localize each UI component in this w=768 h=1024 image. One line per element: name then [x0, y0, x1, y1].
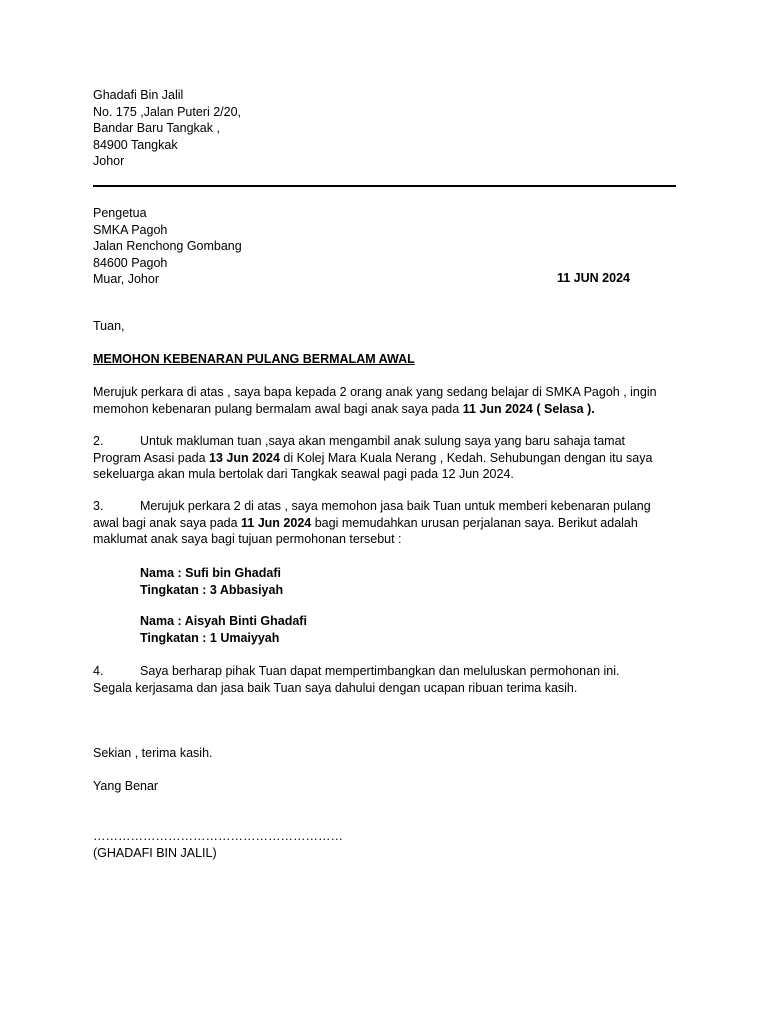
sender-address [93, 87, 241, 170]
paragraph-3 [93, 498, 651, 548]
letter-date: 11 JUN 2024 [557, 271, 630, 285]
paragraph-line: Segala kerjasama dan jasa baik Tuan saya dahului dengan ucapan ribuan terima kasih. [93, 680, 578, 695]
recipient-line: 84600 Pagoh [93, 255, 168, 270]
recipient-line: Muar, Johor [93, 272, 160, 286]
paragraph-line: 4. Saya berharap pihak Tuan dapat mempertimbangkan dan meluluskan permohonan ini. [93, 664, 620, 678]
paragraph-4 [93, 663, 619, 696]
child-1-details [140, 565, 283, 598]
recipient-line: SMKA Pagoh [93, 222, 168, 237]
paragraph-line: sekeluarga akan mula bertolak dari Tangkak seawal pagi pada 12 Jun 2024. [93, 467, 514, 481]
paragraph-2 [93, 433, 652, 483]
sender-address-line: No. 175 ,Jalan Puteri 2/20, [93, 104, 242, 119]
paragraph-number: 4. [93, 664, 104, 678]
sender-address-line: 84900 Tangkak [93, 137, 178, 152]
header-divider [93, 185, 676, 187]
child-form: Tingkatan : 3 Abbasiyah [140, 582, 284, 597]
paragraph-line: Program Asasi pada 13 Jun 2024 di Kolej Mara Kuala Nerang , Kedah. Sehubungan dengan itu saya [93, 450, 653, 465]
paragraph-line: Merujuk perkara di atas , saya bapa kepada 2 orang anak yang sedang belajar di SMKA Pagoh , ingin [93, 385, 657, 399]
paragraph-line: maklumat anak saya bagi tujuan permohonan tersebut : [93, 532, 402, 546]
child-name: Nama : Aisyah Binti Ghadafi [140, 614, 307, 628]
salutation: Tuan, [93, 319, 125, 333]
paragraph-line: 3. Merujuk perkara 2 di atas , saya memohon jasa baik Tuan untuk memberi kebenaran pulang [93, 499, 651, 513]
recipient-address [93, 205, 242, 288]
sender-address-line: Johor [93, 154, 125, 168]
recipient-line: Pengetua [93, 206, 147, 220]
paragraph-number: 2. [93, 434, 104, 448]
child-form: Tingkatan : 1 Umaiyyah [140, 630, 280, 645]
recipient-line: Jalan Renchong Gombang [93, 239, 242, 253]
highlight-date: 13 Jun 2024 [209, 450, 280, 465]
sender-address-line: Bandar Baru Tangkak , [93, 121, 220, 135]
paragraph-line: 2. Untuk makluman tuan ,saya akan mengambil anak sulung saya yang baru sahaja tamat [93, 434, 626, 448]
paragraph-1 [93, 384, 657, 417]
letter-subject: MEMOHON KEBENARAN PULANG BERMALAM AWAL [93, 352, 415, 366]
child-2-details [140, 613, 307, 646]
closing-text: Sekian , terima kasih. [93, 746, 213, 760]
highlight-date: 11 Jun 2024 ( Selasa ). [462, 401, 595, 416]
sender-name: Ghadafi Bin Jalil [93, 88, 184, 102]
highlight-date: 11 Jun 2024 [241, 515, 312, 530]
signature-line: …………………………………………………… [93, 829, 343, 843]
child-name: Nama : Sufi bin Ghadafi [140, 566, 281, 580]
paragraph-line: awal bagi anak saya pada 11 Jun 2024 bagi memudahkan urusan perjalanan saya. Berikut adalah [93, 515, 638, 530]
paragraph-number: 3. [93, 499, 104, 513]
signoff-text: Yang Benar [93, 779, 159, 793]
paragraph-line: memohon kebenaran pulang bermalam awal bagi anak saya pada 11 Jun 2024 ( Selasa ). [93, 401, 595, 416]
signature-name: (GHADAFI BIN JALIL) [93, 846, 217, 860]
